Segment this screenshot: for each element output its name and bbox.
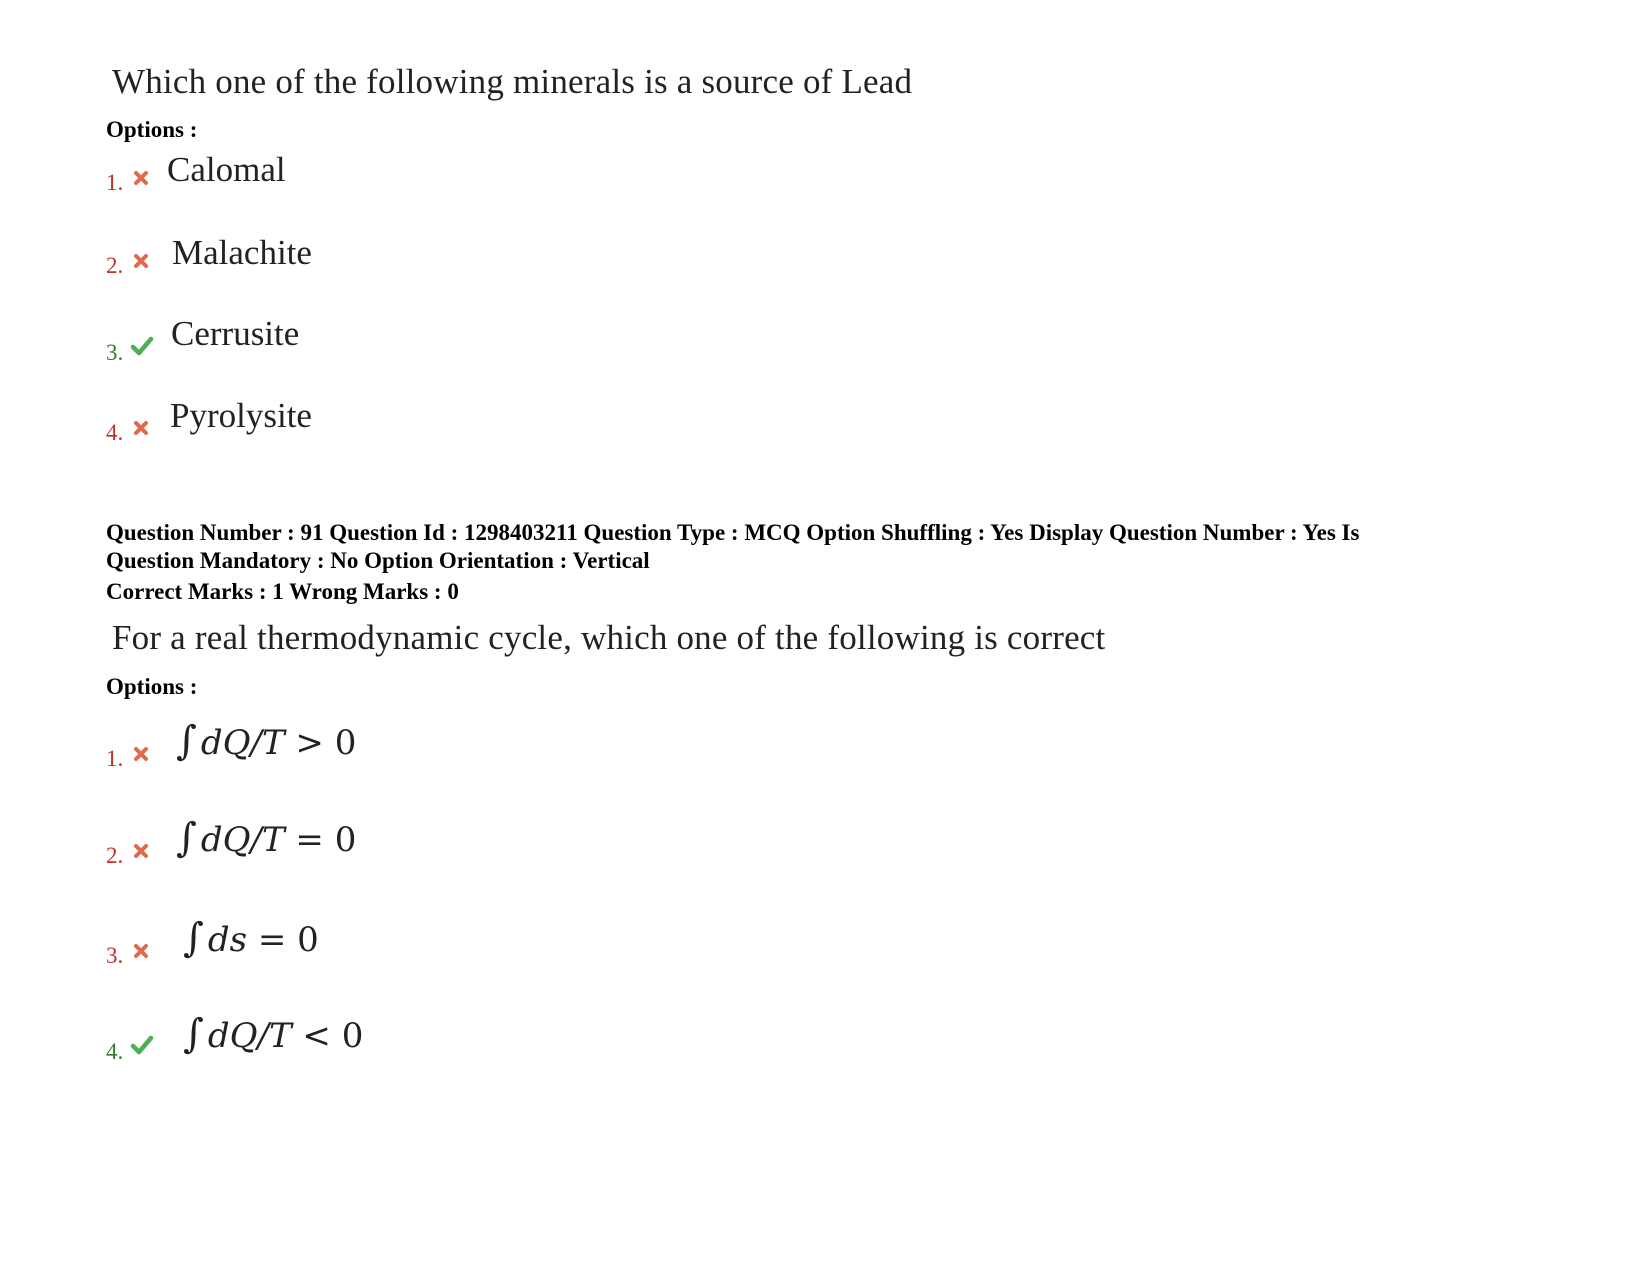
marks-line: Correct Marks : 1 Wrong Marks : 0: [106, 579, 459, 604]
option-formula: [183, 915, 319, 961]
formula-relation: = 0: [247, 920, 319, 960]
cross-icon: [133, 843, 149, 859]
option-text: Pyrolysite: [170, 396, 312, 435]
cross-icon: [133, 746, 149, 762]
integral-sign: ∫: [183, 1011, 204, 1057]
option-item: [106, 915, 706, 975]
formula-expression: dQ/T: [207, 1016, 292, 1056]
option-formula: [176, 815, 356, 861]
question-text: Which one of the following minerals is a source of Lead: [112, 62, 913, 101]
question-text: For a real thermodynamic cycle, which one of the following is correct: [112, 618, 1106, 657]
option-text: Malachite: [172, 233, 312, 272]
integral-sign: ∫: [183, 915, 204, 961]
formula-expression: dQ/T: [200, 820, 285, 860]
option-number: 4.: [106, 420, 124, 445]
cross-icon: [133, 943, 149, 959]
question-meta: [106, 519, 1546, 575]
cross-icon: [133, 253, 149, 269]
option-formula: [183, 1011, 363, 1057]
option-item: [106, 314, 706, 380]
option-item: [106, 150, 706, 210]
option-item: [106, 396, 706, 460]
cross-icon: [133, 170, 149, 186]
question-meta-line: Question Mandatory : No Option Orientation : Vertical: [106, 548, 650, 573]
option-number: 3.: [106, 943, 124, 968]
formula-relation: > 0: [284, 723, 357, 763]
options-label: Options :: [106, 117, 198, 142]
option-text: Cerrusite: [171, 314, 300, 353]
integral-sign: ∫: [176, 718, 197, 764]
integral-sign: ∫: [176, 815, 197, 861]
formula-relation: = 0: [284, 820, 357, 860]
option-number: 3.: [106, 340, 124, 365]
check-icon: [130, 1034, 154, 1056]
option-formula: [176, 718, 356, 764]
option-number: 2.: [106, 843, 124, 868]
option-item: [106, 815, 706, 875]
formula-expression: ds: [207, 920, 248, 960]
formula-expression: dQ/T: [200, 723, 285, 763]
check-icon: [130, 335, 154, 357]
formula-relation: < 0: [291, 1016, 364, 1056]
option-item: [106, 1011, 706, 1071]
option-number: 1.: [106, 170, 124, 195]
option-item: [106, 233, 706, 293]
option-number: 2.: [106, 253, 124, 278]
cross-icon: [133, 420, 149, 436]
option-text: Calomal: [167, 150, 286, 189]
option-number: 4.: [106, 1039, 124, 1064]
option-item: [106, 718, 706, 778]
options-label: Options :: [106, 674, 198, 699]
option-number: 1.: [106, 746, 124, 771]
question-meta-line: Question Number : 91 Question Id : 1298403211 Question Type : MCQ Option Shuffling : Yes Display Question Number : Yes Is: [106, 520, 1360, 545]
